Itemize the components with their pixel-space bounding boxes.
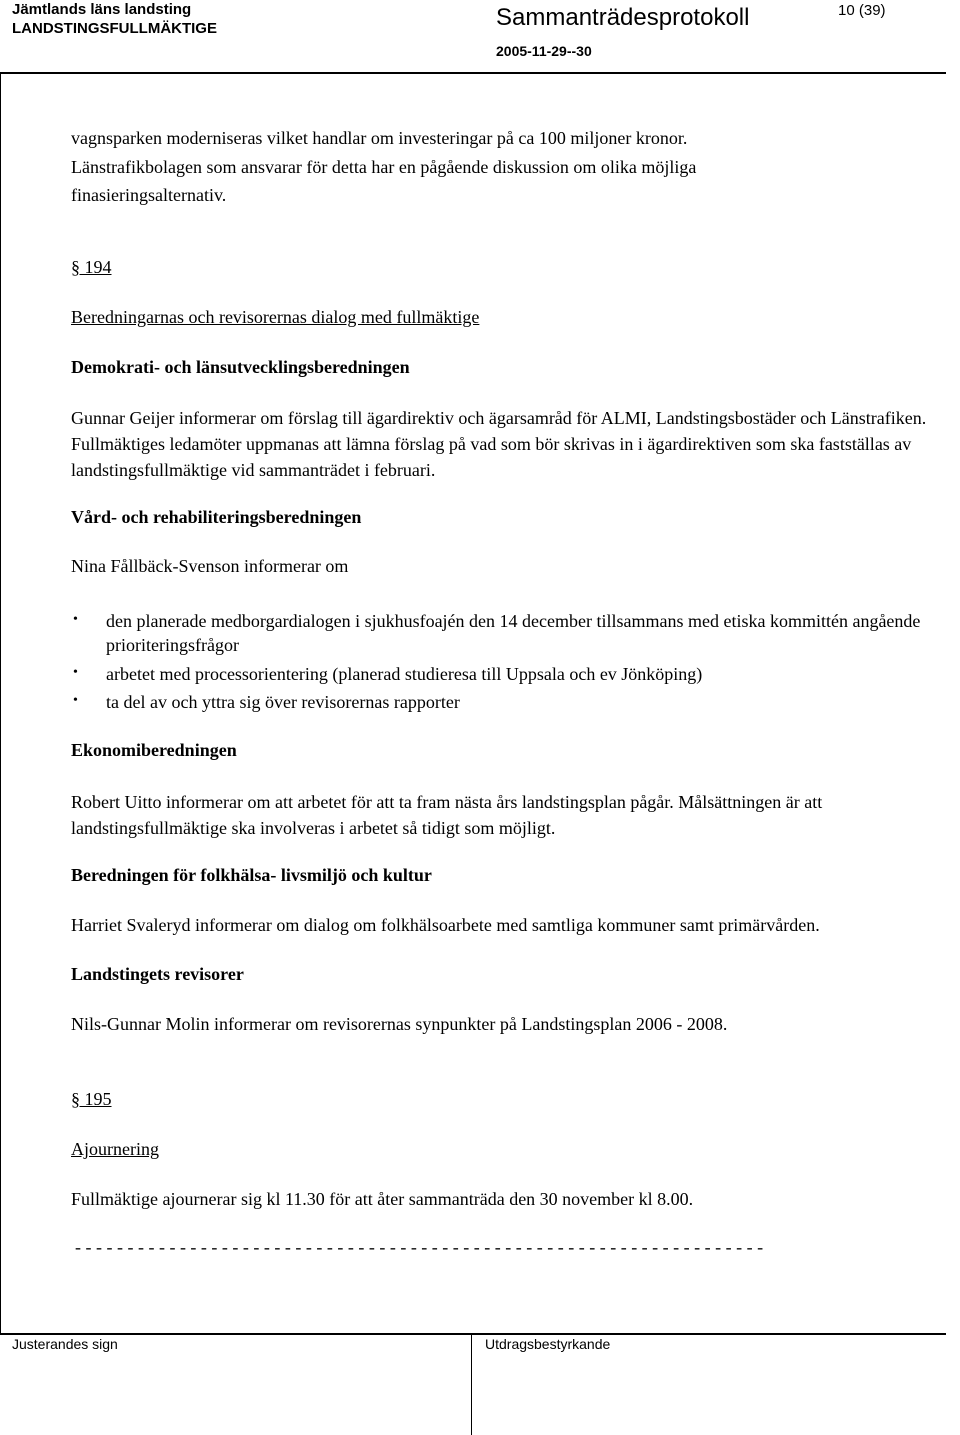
dashed-separator: - - - - - - - - - - - - - - - - - - - - - - - - - - - - - - - - - - - - - - - - - - - - - - - - - - - - - - - - - - - - - - - - - -: [75, 1237, 764, 1257]
intro-line-2: Länstrafikbolagen som ansvarar för detta har en pågående diskussion om olika möjliga: [71, 157, 697, 177]
intro-line-1: vagnsparken moderniseras vilket handlar om investeringar på ca 100 miljoner kronor.: [71, 128, 688, 148]
left-margin-rule: [0, 72, 1, 1334]
section-194-title: Beredningarnas och revisorernas dialog med fullmäktige: [71, 307, 480, 327]
paragraph-folkhalsa: Harriet Svaleryd informerar om dialog om folkhälsoarbete med samtliga kommuner samt primärvården.: [71, 915, 820, 935]
list-item: arbetet med processorientering (planerad studieresa till Uppsala och ev Jönköping): [106, 664, 703, 684]
heading-demokrati: Demokrati- och länsutvecklingsberedningen: [71, 357, 410, 377]
paragraph-revisorer: Nils-Gunnar Molin informerar om revisorernas synpunkter på Landstingsplan 2006 - 2008.: [71, 1014, 728, 1034]
document-title: Sammanträdesprotokoll: [496, 4, 750, 31]
paragraph-ajournering: Fullmäktige ajournerar sig kl 11.30 för att åter sammanträda den 30 november kl 8.00.: [71, 1189, 694, 1209]
list-item: ta del av och yttra sig över revisorernas rapporter: [106, 692, 460, 712]
bullet-icon: •: [73, 693, 78, 708]
section-194-number: § 194: [71, 257, 112, 277]
paragraph-demokrati: Gunnar Geijer informerar om förslag till ägardirektiv och ägarsamråd för ALMI, Landstingsbostäder och Länstrafiken. Fullmäktiges ledamöter uppmanas att lämna förslag på vad som bör skrivas in i ägardirektiven som ska fastställas av landstingsfullmäktige vid sammanträdet i februari.: [71, 408, 927, 480]
footer-divider: [471, 1333, 472, 1435]
section-195-number: § 195: [71, 1089, 112, 1109]
paragraph-ekonomi: Robert Uitto informerar om att arbetet för att ta fram nästa års landstingsplan pågår. Målsättningen är att landstingsfullmäktige ska involveras i arbetet så tidigt som möjligt.: [71, 792, 823, 838]
heading-ekonomi: Ekonomiberedningen: [71, 740, 237, 760]
vard-intro: Nina Fållbäck-Svenson informerar om: [71, 556, 349, 576]
heading-revisorer: Landstingets revisorer: [71, 964, 244, 984]
header-rule: [0, 72, 946, 74]
bullet-icon: •: [73, 612, 78, 627]
justerandes-sign-label: Justerandes sign: [12, 1336, 118, 1352]
heading-vard: Vård- och rehabiliteringsberedningen: [71, 507, 362, 527]
intro-line-3: finasieringsalternativ.: [71, 185, 227, 205]
list-item: den planerade medborgardialogen i sjukhusfoajén den 14 december tillsammans med etiska kommittén angående prioriteringsfrågor: [106, 611, 921, 655]
organization-unit: LANDSTINGSFULLMÄKTIGE: [12, 20, 217, 37]
bullet-icon: •: [73, 665, 78, 680]
section-195-title: Ajournering: [71, 1139, 159, 1159]
utdragsbestyrkande-label: Utdragsbestyrkande: [485, 1336, 611, 1352]
document-date: 2005-11-29--30: [496, 43, 592, 59]
footer-rule: [0, 1333, 946, 1335]
organization-name: Jämtlands läns landsting: [12, 1, 192, 18]
page-number: 10 (39): [838, 2, 886, 19]
heading-folkhalsa: Beredningen för folkhälsa- livsmiljö och kultur: [71, 865, 432, 885]
